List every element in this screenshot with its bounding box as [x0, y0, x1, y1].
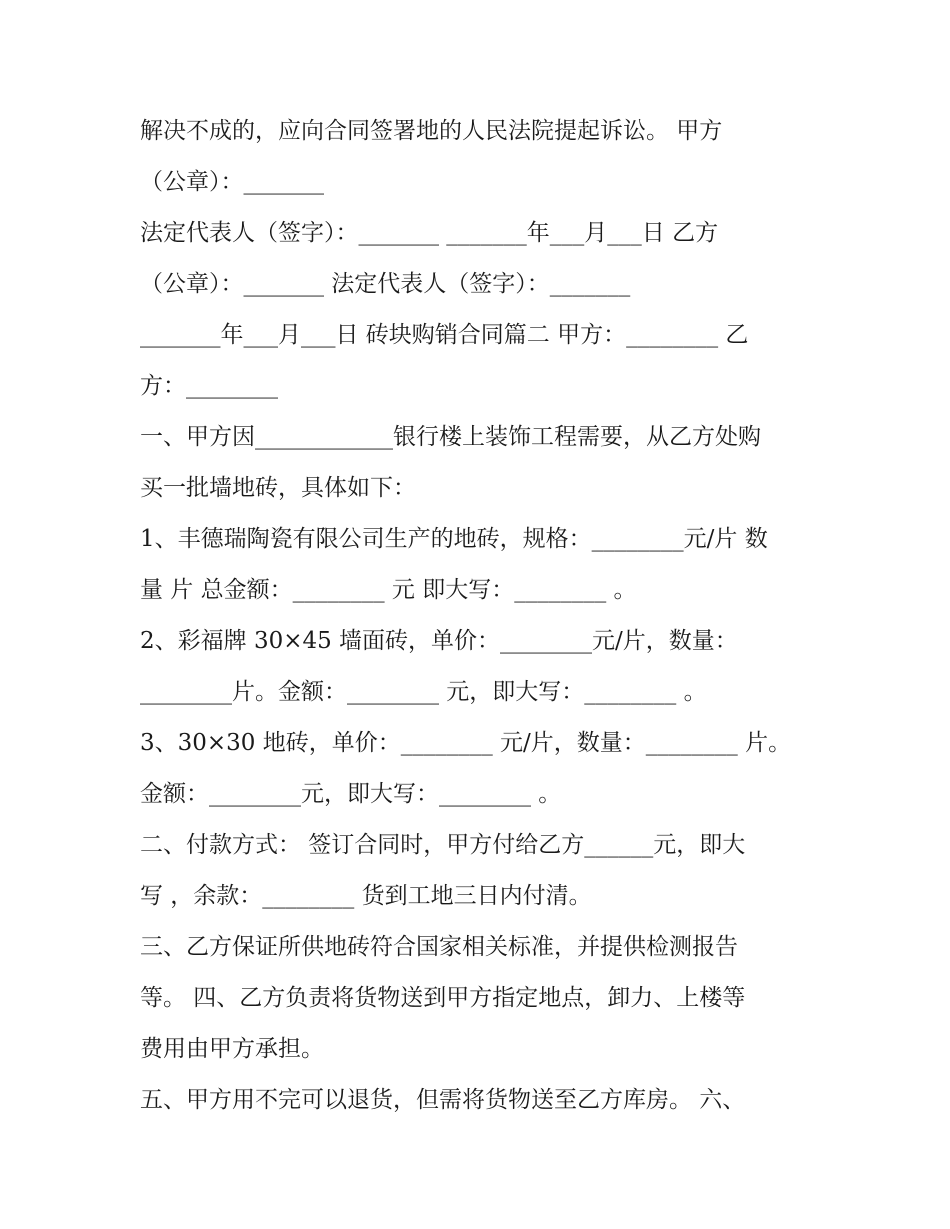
text-line: （公章）：_______ — [140, 169, 324, 195]
text-line: ________片。金额：________ 元，即大写：________ 。 — [140, 679, 707, 705]
text-line: 2、彩福牌 30×45 墙面砖，单价：________元/片，数量： — [140, 628, 738, 654]
text-line: 1、丰德瑞陶瓷有限公司生产的地砖，规格：________元/片 数 — [140, 526, 768, 552]
text-line: 二、付款方式： 签订合同时，甲方付给乙方______元，即大 — [140, 832, 746, 858]
text-line: 3、30×30 地砖，单价：________ 元/片，数量：________ 片。 — [140, 730, 792, 756]
text-line: 费用由甲方承担。 — [140, 1036, 324, 1062]
text-line: 写 ，余款：________ 货到工地三日内付清。 — [140, 883, 592, 909]
text-line: 一、甲方因____________银行楼上装饰工程需要，从乙方处购 — [140, 424, 761, 450]
text-line: 法定代表人（签字）：_______ _______年___月___日 乙方 — [140, 220, 719, 246]
text-line: 三、乙方保证所供地砖符合国家相关标准，并提供检测报告 — [140, 934, 738, 960]
text-line: 量 片 总金额：________ 元 即大写：________ 。 — [140, 577, 637, 603]
text-line: 解决不成的，应向合同签署地的人民法院提起诉讼。 甲方 — [140, 118, 723, 144]
contract-text — [140, 106, 820, 1126]
text-line: 买一批墙地砖，具体如下： — [140, 475, 416, 501]
text-line: 方：________ — [140, 373, 278, 399]
text-line: 等。 四、乙方负责将货物送到甲方指定地点，卸力、上楼等 — [140, 985, 746, 1011]
text-line: 五、甲方用不完可以退货，但需将货物送至乙方库房。 六、 — [140, 1087, 746, 1113]
text-line: _______年___月___日 砖块购销合同篇二 甲方：________ 乙 — [140, 322, 749, 348]
text-line: （公章）：_______ 法定代表人（签字）：_______ — [140, 271, 631, 297]
text-line: 金额：________元，即大写：________ 。 — [140, 781, 562, 807]
